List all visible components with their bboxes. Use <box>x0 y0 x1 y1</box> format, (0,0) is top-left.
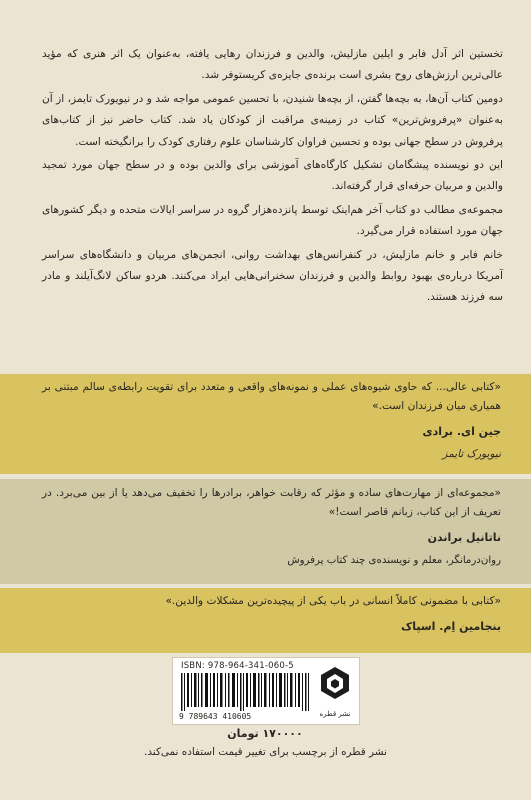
bio-paragraph: این دو نویسنده پیشگامان تشکیل کارگاه‌های آموزشی برای والدین بوده و در سطح جهان مورد تمجید والدین و مربیان حرفه‌ای قرار گرفته‌اند. <box>42 159 503 193</box>
quote-text: «مجموعه‌ای از مهارت‌های ساده و مؤثر که رقابت خواهر، برادرها را تخفیف می‌دهد یا از بین می‌برد. در تعریف از این کتاب، زبانم قاصر است!» <box>42 487 501 518</box>
publisher-logo-icon <box>317 664 353 704</box>
review-quote <box>42 592 501 636</box>
quote-author: جین ای. برادی <box>422 425 501 438</box>
quote-author: بنجامین اِم. اسپاک <box>400 620 501 633</box>
barcode-block <box>172 657 360 725</box>
publisher-logo <box>317 664 353 718</box>
bio-paragraph: دومین کتاب آن‌ها، به بچه‌ها گفتن، از بچه‌ها شنیدن، با تحسین عمومی مواجه شد و در نیویورک تایمز، از آن به‌عنوان «پرفروش‌ترین» کتاب در زمینه‌ی مراقبت از کودکان یاد شد. کتاب حاضر نیز از کتاب‌های پرفروش در سطح جهانی بوده و تحسین فراوان کارشناسان علوم رفتاری کودک را برانگیخته است. <box>42 92 503 148</box>
isbn-label: ISBN: 978-964-341-060-5 <box>181 661 294 671</box>
bio-paragraph: خانم فابر و خانم مازلیش، در کنفرانس‌های بهداشت روانی، انجمن‌های مربیان و دانشگاه‌های سراسر آمریکا درباره‌ی بهبود روابط والدین و فرزندان سخنرانی‌هایی ایراد می‌کنند. هردو ساکن لانگ‌آیلند و مادر سه فرزند هستند. <box>42 248 503 304</box>
barcode-icon <box>181 673 311 711</box>
price-label: ۱۷۰۰۰۰ تومان <box>227 727 303 740</box>
review-quote <box>42 378 501 464</box>
quote-text: «کتابی با مضمونی کاملاً انسانی در باب یکی از پیچیده‌ترین مشکلات والدین.» <box>165 595 501 607</box>
review-quote <box>42 484 501 570</box>
quote-author: ناتانیل براندن <box>427 531 501 544</box>
author-bio <box>42 44 503 311</box>
barcode-digits: 9 789643 410605 <box>179 712 252 721</box>
quote-author-description: روان‌درمانگر، معلم و نویسنده‌ی چند کتاب پرفروش <box>287 555 501 566</box>
publisher-logo-text: نشر قطره <box>319 710 351 718</box>
bio-paragraph: مجموعه‌ی مطالب دو کتاب آخر هم‌اینک توسط پانزده‌هزار گروه در سراسر ایالات متحده و دیگر کشورهای جهان مورد استفاده قرار می‌گیرد. <box>42 203 503 238</box>
quote-source: نیویورک تایمز <box>442 448 501 460</box>
price-note: نشر قطره از برچسب برای تغییر قیمت استفاده نمی‌کند. <box>144 746 387 758</box>
quote-text: «کتابی عالی... که حاوی شیوه‌های عملی و نمونه‌های واقعی و متعدد برای تقویت رابطه‌ی سالم مبتنی بر همیاری میان فرزندان است.» <box>42 381 501 412</box>
bio-paragraph: تخستین اثر آدل فابر و ایلین مازلیش، والدین و فرزندان رهایی یافته، به‌عنوان یک اثر هنری که مؤید عالی‌ترین ارزش‌های روح بشری است برنده‌ی جایزه‌ی کریستوفر شد. <box>42 48 503 82</box>
